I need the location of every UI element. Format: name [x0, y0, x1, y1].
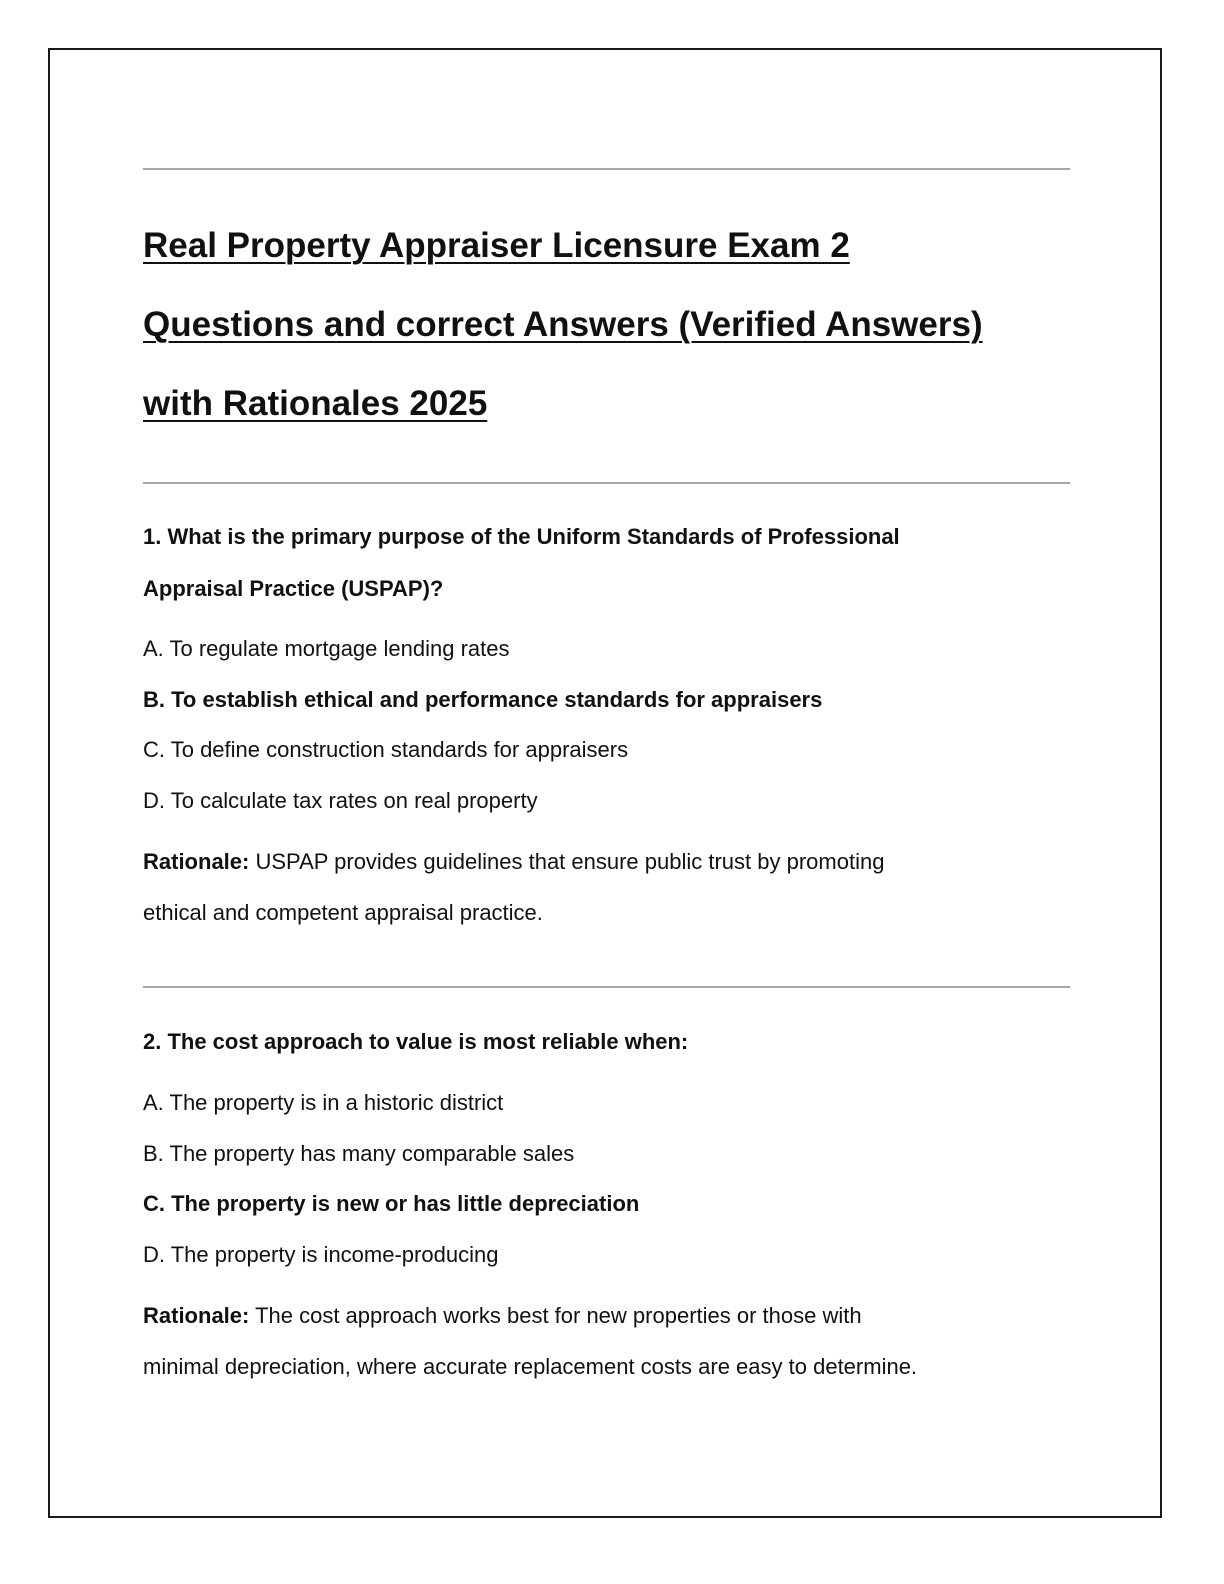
question-1: [143, 511, 1073, 938]
question-2: [143, 1016, 1073, 1392]
question-1-rationale-line-2: ethical and competent appraisal practice.: [143, 900, 543, 926]
question-2-option-d: D. The property is income-producing: [143, 1241, 499, 1267]
question-2-line-1: 2. The cost approach to value is most reliable when:: [143, 1029, 689, 1054]
divider-after-title: [143, 482, 1070, 484]
question-1-option-d: D. To calculate tax rates on real property: [143, 787, 538, 813]
question-1-rationale-label: Rationale:: [143, 849, 250, 875]
question-2-rationale-text-1: The cost approach works best for new properties or those with: [249, 1303, 862, 1329]
divider-top: [143, 168, 1070, 170]
question-1-option-a: A. To regulate mortgage lending rates: [143, 636, 510, 661]
question-1-option-c: C. To define construction standards for appraisers: [143, 737, 629, 763]
question-2-option-b: B. The property has many comparable sales: [143, 1140, 575, 1166]
question-2-options: [143, 1078, 1073, 1280]
question-2-rationale: [143, 1290, 1073, 1392]
question-2-option-c-correct: C. The property is new or has little depreciation: [143, 1191, 640, 1217]
document-title: [143, 206, 1073, 443]
question-1-rationale-text-1: USPAP provides guidelines that ensure public trust by promoting: [249, 849, 885, 875]
question-1-line-1: 1. What is the primary purpose of the Uniform Standards of Professional: [143, 524, 900, 549]
question-1-rationale-line-1: [143, 836, 1073, 887]
question-1-options: [143, 624, 1073, 826]
question-1-line-2: Appraisal Practice (USPAP)?: [143, 576, 444, 601]
title-line-1: Real Property Appraiser Licensure Exam 2: [143, 226, 850, 265]
question-1-option-b-correct: B. To establish ethical and performance standards for appraisers: [143, 686, 823, 712]
title-line-2: Questions and correct Answers (Verified Answers): [143, 305, 983, 344]
divider-between-questions: [143, 986, 1070, 988]
question-2-rationale-line-2: minimal depreciation, where accurate replacement costs are easy to determine.: [143, 1354, 918, 1380]
question-1-text: [143, 511, 1073, 615]
question-2-rationale-label: Rationale:: [143, 1303, 250, 1329]
question-1-rationale: [143, 836, 1073, 938]
question-2-option-a: A. The property is in a historic district: [143, 1090, 504, 1115]
question-2-rationale-line-1: [143, 1290, 1073, 1341]
title-line-3: with Rationales 2025: [143, 384, 488, 423]
question-2-text: [143, 1016, 1073, 1068]
